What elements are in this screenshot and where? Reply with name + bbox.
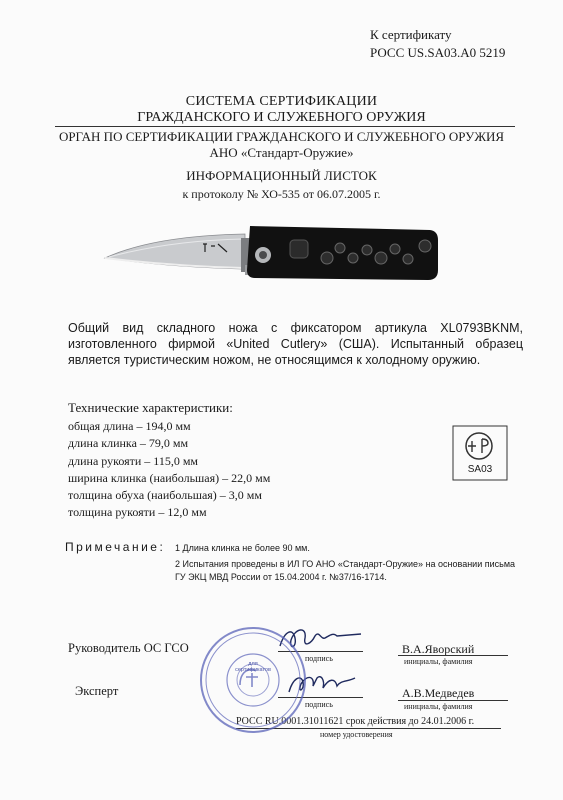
system-title-line2: ГРАЖДАНСКОГО И СЛУЖЕБНОГО ОРУЖИЯ <box>137 110 426 125</box>
document-title: ИНФОРМАЦИОННЫЙ ЛИСТОК <box>186 168 377 183</box>
system-title-line1: СИСТЕМА СЕРТИФИКАЦИИ <box>185 94 378 109</box>
note-2: 2 Испытания проведены в ИЛ ГО АНО «Стандарт-Оружие» на основании письма ГУ ЭКЦ МВД России от 15.04.2004 г. №37/16-1714. <box>175 559 516 582</box>
tech-heading: Технические характеристики: <box>68 400 233 415</box>
expert-name-line <box>398 700 508 701</box>
certificate-number-caption: номер удостоверения <box>320 730 393 739</box>
organization-seal <box>198 625 308 735</box>
expert-title: Эксперт <box>75 684 119 698</box>
note-label: Примечание: <box>65 540 166 554</box>
tech-spec-list <box>68 418 270 522</box>
spec-item: толщина обуха (наибольшая) – 3,0 мм <box>68 488 262 503</box>
organ-title: ОРГАН ПО СЕРТИФИКАЦИИ ГРАЖДАНСКОГО И СЛУЖЕБНОГО ОРУЖИЯ <box>58 129 505 144</box>
knife-description: Общий вид складного ножа с фиксатором артикула XL0793BKNM, изготовленного фирмой «United Cutlery» (США). Испытанный образец является туристическим ножом, не относящимся к холодному оружию. <box>68 321 523 367</box>
head-signature-caption: подпись <box>305 654 333 663</box>
knife-image <box>95 222 440 294</box>
cert-reference-number: РОСС US.SA03.A0 5219 <box>370 45 506 60</box>
spec-item: длина клинка – 79,0 мм <box>68 436 189 451</box>
rst-code: SA03 <box>467 464 493 475</box>
expert-name: А.В.Медведев <box>402 686 475 700</box>
spec-item: общая длина – 194,0 мм <box>68 419 191 433</box>
spec-item: длина рукояти – 115,0 мм <box>68 453 199 468</box>
expert-name-caption: инициалы, фамилия <box>404 702 473 711</box>
protocol-reference: к протоколу № ХО-535 от 06.07.2005 г. <box>182 187 381 201</box>
rst-certification-mark <box>452 425 508 481</box>
head-name-caption: инициалы, фамилия <box>404 657 473 666</box>
head-title: Руководитель ОС ГСО <box>68 641 189 655</box>
head-name: В.А.Яворский <box>402 642 475 656</box>
seal-center-text: для сертификатов <box>235 661 271 673</box>
head-name-line <box>398 655 508 656</box>
spec-item: ширина клинка (наибольшая) – 22,0 мм <box>68 470 271 485</box>
spec-item: толщина рукояти – 12,0 мм <box>68 505 207 520</box>
cert-reference-label: К сертификату <box>370 27 452 42</box>
organization-name: АНО «Стандарт-Оружие» <box>209 145 354 160</box>
title-divider <box>55 126 515 127</box>
seal-icon <box>198 625 308 735</box>
note-1: 1 Длина клинка не более 90 мм. <box>175 543 310 553</box>
certificate-number: РОСС RU.0001.31011621 срок действия до 24.01.2006 г. <box>236 716 475 727</box>
expert-signature-caption: подпись <box>305 700 333 709</box>
